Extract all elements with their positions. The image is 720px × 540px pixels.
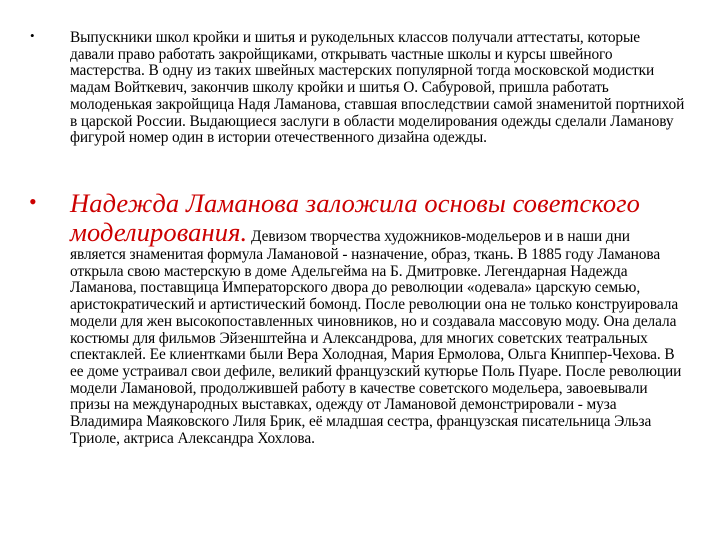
paragraph-lamanova [70,189,686,447]
bullet-icon: • [30,28,35,43]
bullet-icon-accent: • [29,189,37,214]
paragraph-graduates: Выпускники школ кройки и шитья и рукодельных классов получали аттестаты, которые давали право работать закройщиками, открывать частные школы и курсы швейного мастерства. В одну из таких швейных мастерских популярной тогда московской модистки мадам Войткевич, закончив школу кройки и шитья О. Сабуровой, пришла работать молоденькая закройщица Надя Ламанова, ставшая впоследствии самой знаменитой портнихой в царской России. Выдающиеся заслуги в области моделирования одежды сделали Ламанову фигурой номер один в истории отечественного дизайна одежды. [70,29,685,147]
paragraph-lamanova-body: Девизом творчества художников-модельеров и в наши дни является знаменитая формула Ламановой - назначение, образ, ткань. В 1885 году Ламанова открыла свою мастерскую в доме Адельгейма на Б. Дмитровке. Легендарная Надежда Ламанова, поставщица Императорского двора до революции «одевала» царскую семью, аристократический и артистический бомонд. После революции она не только конструировала модели для жен высокопоставленных чиновников, но и создавала массовую моду. Она делала костюмы для фильмов Эйзенштейна и Александрова, для многих советских театральных спектаклей. Ее клиентками были Вера Холодная, Мария Ермолова, Ольга Книппер-Чехова. В ее доме устраивал свои дефиле, великий французский кутюрье Поль Пуаре. После революции модели Ламановой, продолжившей работу в качестве советского модельера, завоевывали призы на международных выставках, одежду от Ламановой демонстрировали - муза Владимира Маяковского Лиля Брик, её младшая сестра, французская писательница Эльза Триоле, актриса Александра Хохлова. [70,228,682,447]
lead-heading: Надежда Ламанова заложила основы советского моделирования. [70,188,640,247]
